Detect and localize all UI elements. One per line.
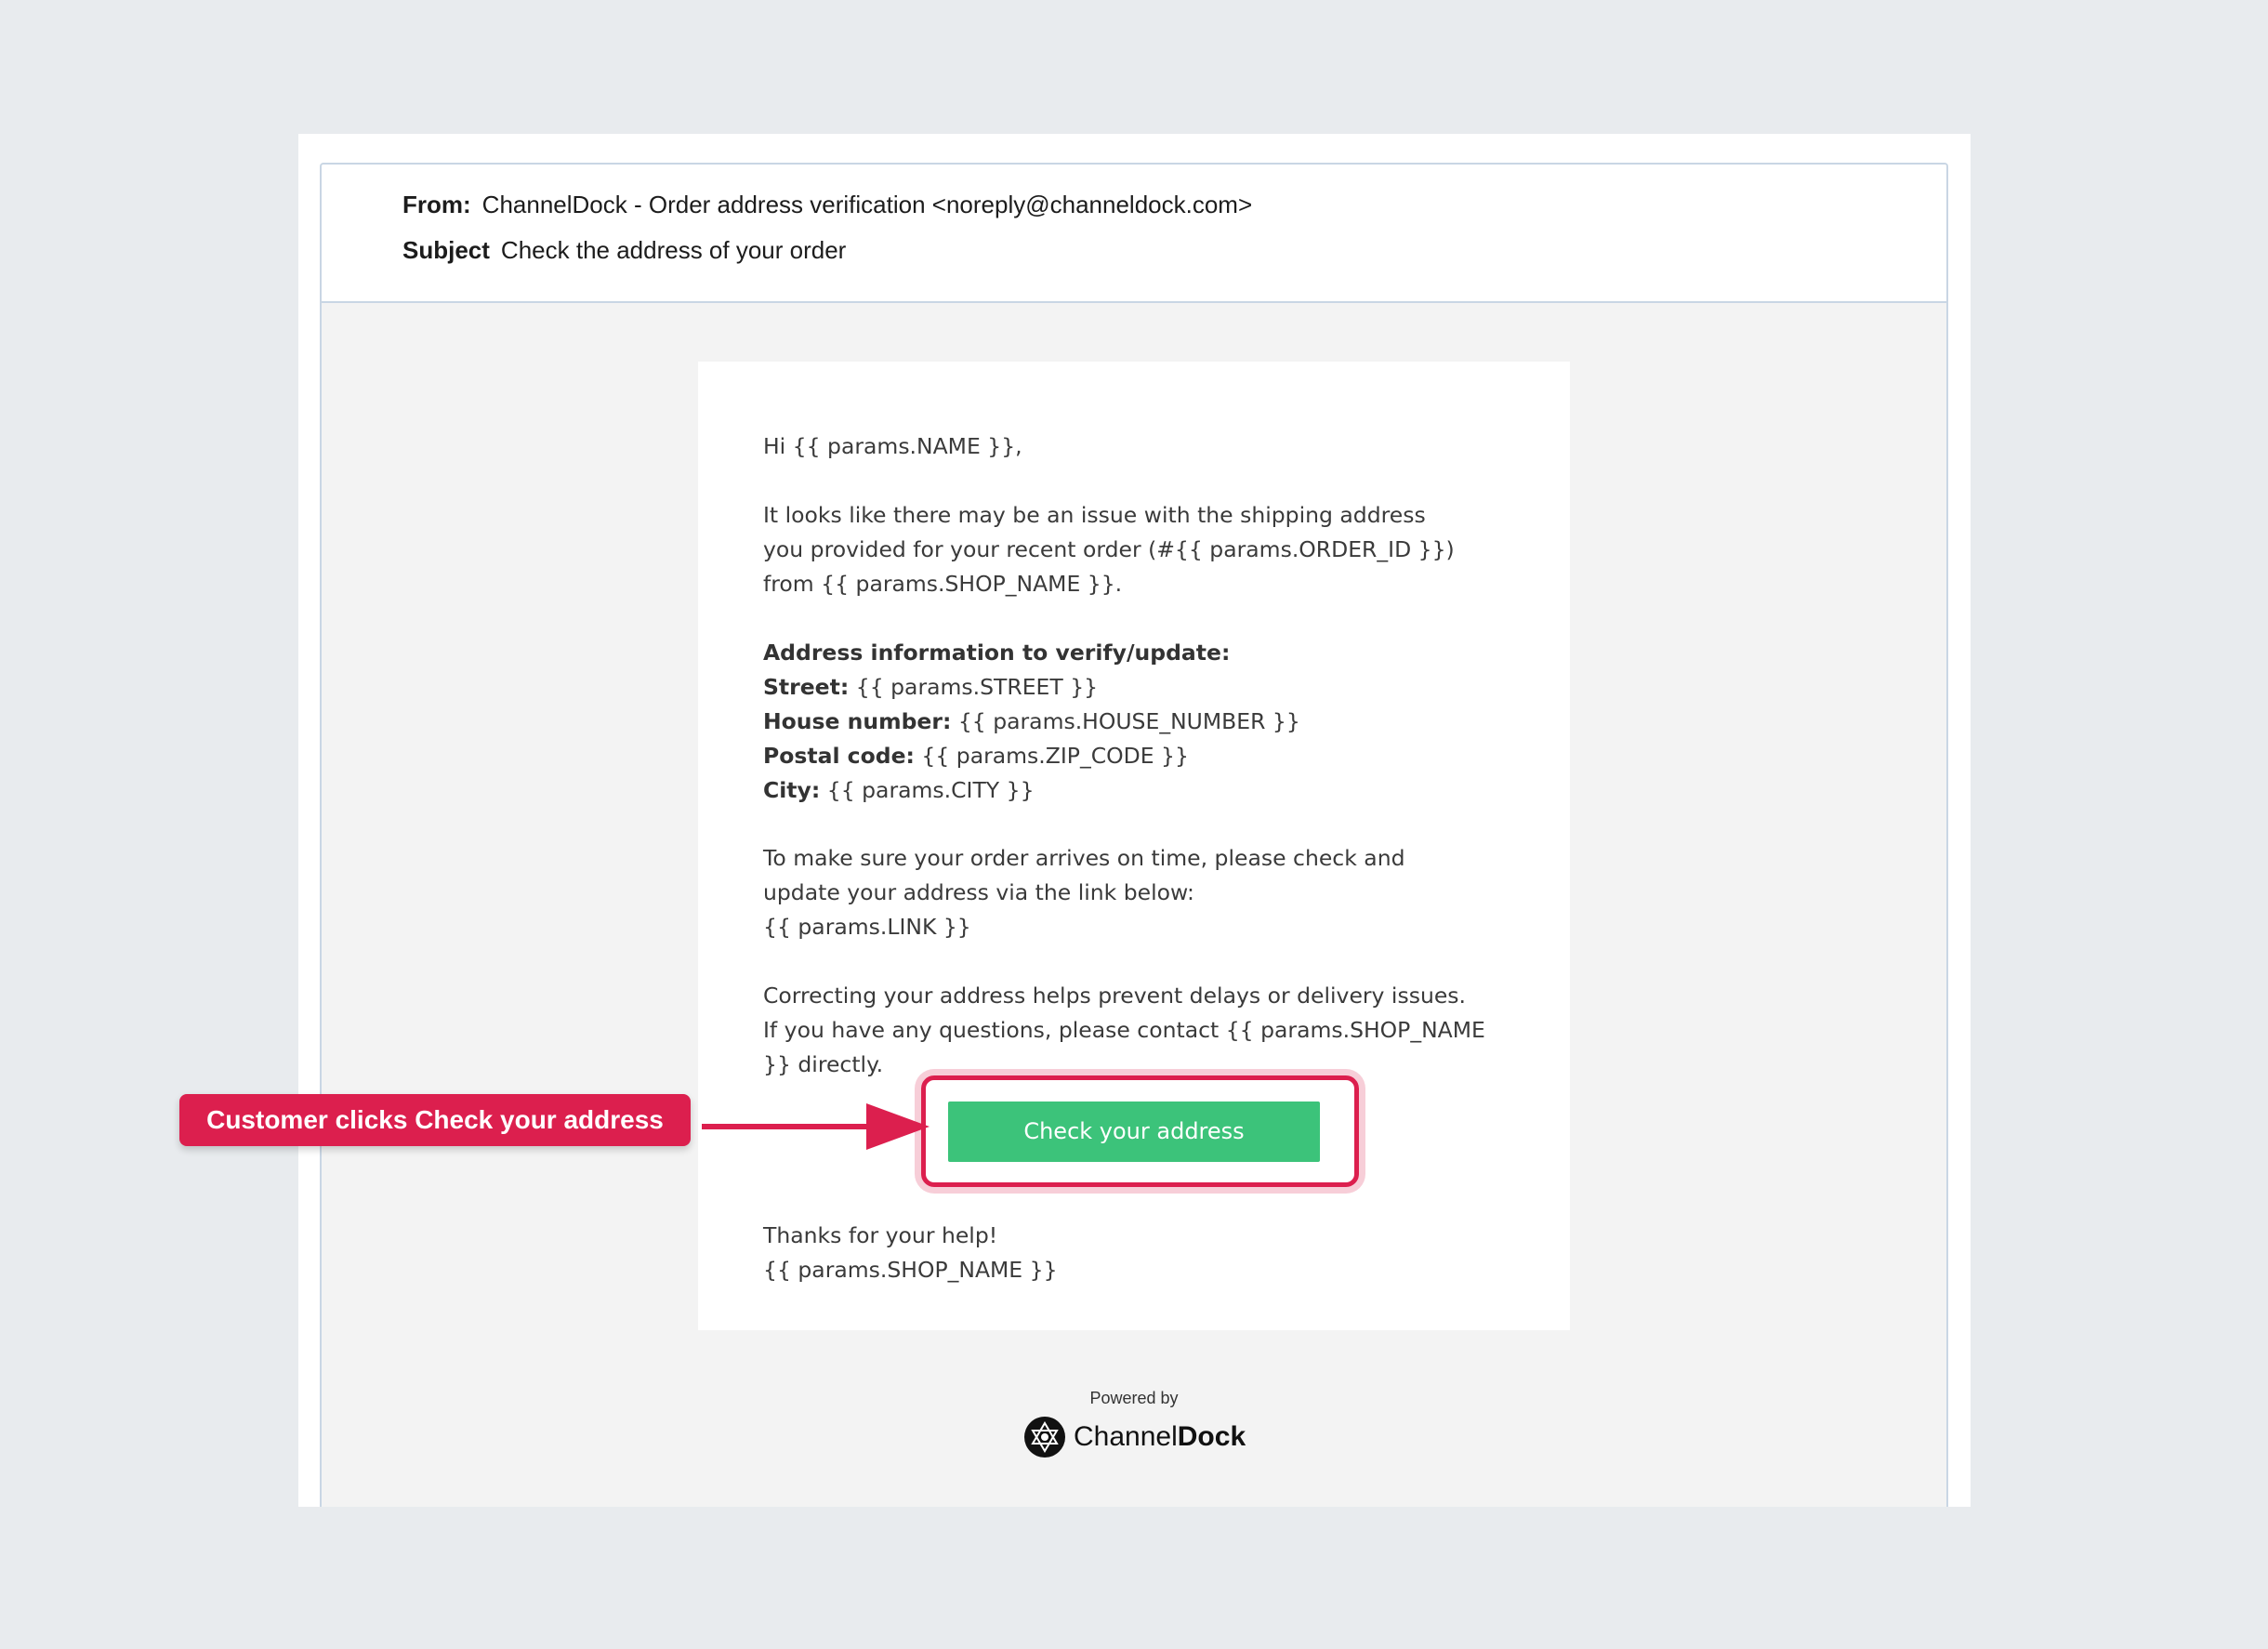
address-row-postal-code [763, 739, 1525, 773]
brand-bold: Dock [1177, 1421, 1246, 1452]
thanks-line: Thanks for your help! [763, 1222, 998, 1248]
address-info-block [763, 636, 1525, 808]
address-row-city [763, 773, 1525, 808]
greeting-text: Hi {{ params.NAME }}, [763, 433, 1022, 459]
channeldock-logo-icon [1023, 1416, 1066, 1458]
subject-label: Subject [402, 236, 490, 264]
address-row-house-number [763, 705, 1525, 739]
from-line [402, 191, 1252, 219]
subject-value: Check the address of your order [500, 236, 847, 264]
brand-name [1074, 1421, 1246, 1453]
subject-line [402, 236, 846, 265]
field-label: House number: [763, 708, 952, 734]
thanks-paragraph [763, 1219, 1525, 1287]
intro-line: from {{ params.SHOP_NAME }}. [763, 571, 1123, 597]
check-line: To make sure your order arrives on time, please check and [763, 845, 1405, 871]
link-placeholder: {{ params.LINK }} [763, 914, 971, 940]
field-value: {{ params.HOUSE_NUMBER }} [957, 708, 1300, 734]
shop-name-signature: {{ params.SHOP_NAME }} [763, 1257, 1058, 1283]
correct-line: If you have any questions, please contact {{ params.SHOP_NAME [763, 1017, 1485, 1043]
powered-by-label: Powered by [1089, 1389, 1179, 1407]
check-line: update your address via the link below: [763, 879, 1194, 905]
email-header [322, 165, 1946, 303]
channeldock-logo [1023, 1415, 1246, 1459]
address-row-street [763, 670, 1525, 705]
annotation-arrow-icon [699, 1099, 936, 1159]
field-value: {{ params.STREET }} [855, 674, 1099, 700]
field-value: {{ params.ZIP_CODE }} [921, 743, 1189, 769]
check-paragraph [763, 841, 1525, 944]
from-value: ChannelDock - Order address verification <noreply@channeldock.com> [481, 191, 1253, 218]
intro-line: It looks like there may be an issue with the shipping address [763, 502, 1426, 528]
intro-line: you provided for your recent order (#{{ params.ORDER_ID }}) [763, 536, 1455, 562]
brand-light: Channel [1074, 1421, 1178, 1452]
field-label: Street: [763, 674, 850, 700]
from-label: From: [402, 191, 471, 218]
check-address-button[interactable]: Check your address [948, 1102, 1320, 1162]
greeting-paragraph [763, 429, 1525, 464]
intro-paragraph [763, 498, 1525, 601]
correct-line: Correcting your address helps prevent delays or delivery issues. [763, 983, 1467, 1009]
field-label: City: [763, 777, 821, 803]
field-label: Postal code: [763, 743, 915, 769]
correct-paragraph [763, 979, 1525, 1082]
field-value: {{ params.CITY }} [826, 777, 1035, 803]
annotation-callout: Customer clicks Check your address [179, 1094, 691, 1146]
correct-line: }} directly. [763, 1051, 884, 1077]
address-heading: Address information to verify/update: [763, 640, 1231, 666]
